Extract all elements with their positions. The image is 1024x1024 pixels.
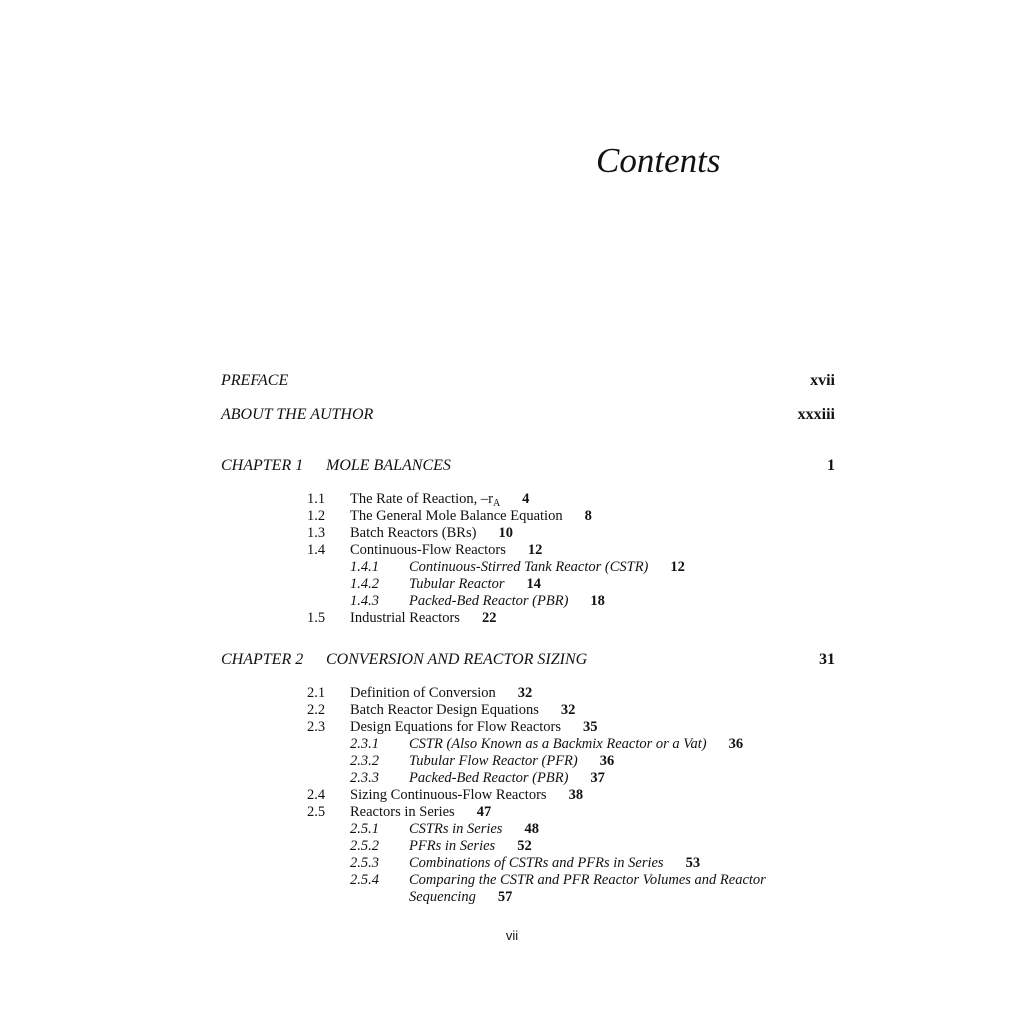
section-title-text: Batch Reactor Design Equations <box>350 702 539 718</box>
section-page: 57 <box>497 889 513 905</box>
section-title-continued <box>409 889 512 906</box>
section-page: 36 <box>728 736 744 752</box>
section-number: 2.3.1 <box>350 736 379 752</box>
section-title-text: Continuous-Stirred Tank Reactor (CSTR) <box>409 559 649 575</box>
toc-chapter-2[interactable] <box>221 649 835 671</box>
section-number: 1.3 <box>307 525 326 541</box>
section-title-text: CSTR (Also Known as a Backmix Reactor or a Vat) <box>409 736 707 752</box>
section-page: 18 <box>590 593 605 609</box>
section-page: 12 <box>670 559 685 575</box>
section-title <box>350 610 496 627</box>
section-page: 36 <box>599 753 615 769</box>
section-title <box>409 576 541 593</box>
section-number: 2.5.2 <box>350 838 379 854</box>
chapter-page: 31 <box>819 651 835 668</box>
section-title-text: Combinations of CSTRs and PFRs in Series <box>409 855 664 871</box>
section-number: 2.5.3 <box>350 855 379 871</box>
section-title-text: Sizing Continuous-Flow Reactors <box>350 787 547 803</box>
section-page: 14 <box>526 576 541 592</box>
section-title <box>350 685 532 702</box>
section-title-text: Packed-Bed Reactor (PBR) <box>409 593 569 609</box>
section-title-text: PFRs in Series <box>409 838 496 854</box>
section-title <box>350 804 491 821</box>
section-title-text: Definition of Conversion <box>350 685 496 701</box>
chapter-number: CHAPTER 2 <box>221 651 304 668</box>
section-number: 2.1 <box>307 685 326 701</box>
section-title <box>350 508 592 525</box>
section-page: 52 <box>517 838 532 854</box>
section-title-text: Batch Reactors (BRs) <box>350 525 477 541</box>
toc-entry-preface[interactable] <box>221 370 835 392</box>
section-title-text: Industrial Reactors <box>350 610 460 626</box>
section-title-text: Packed-Bed Reactor (PBR) <box>409 770 569 786</box>
section-title-text: Continuous-Flow Reactors <box>350 542 506 558</box>
toc-entry-label: PREFACE <box>221 372 289 389</box>
section-page: 32 <box>517 685 533 701</box>
section-title <box>409 855 700 872</box>
chapter-page: 1 <box>827 457 835 474</box>
section-title-text: The Rate of Reaction, –r <box>350 491 493 507</box>
section-page: 35 <box>583 719 598 735</box>
section-page: 53 <box>685 855 701 871</box>
section-number: 2.3 <box>307 719 326 735</box>
section-title <box>409 593 605 610</box>
section-page: 32 <box>560 702 576 718</box>
section-number: 2.4 <box>307 787 326 803</box>
section-title-text: CSTRs in Series <box>409 821 503 837</box>
section-number: 2.5 <box>307 804 326 820</box>
toc-entry-page: xxxiii <box>797 406 835 423</box>
section-number: 2.3.2 <box>350 753 379 769</box>
section-page: 37 <box>590 770 605 786</box>
chapter-number: CHAPTER 1 <box>221 457 304 474</box>
section-number: 1.4.1 <box>350 559 379 575</box>
toc-chapter-1[interactable] <box>221 455 835 477</box>
section-title <box>409 559 685 576</box>
section-number: 1.2 <box>307 508 326 524</box>
section-title <box>409 753 614 770</box>
section-page: 12 <box>527 542 543 558</box>
section-title <box>409 770 605 787</box>
chapter-title: MOLE BALANCES <box>326 457 451 474</box>
section-title <box>350 542 542 559</box>
section-title-subscript: A <box>492 498 501 509</box>
section-page: 10 <box>498 525 513 541</box>
toc-entry-page: xvii <box>810 372 835 389</box>
toc-entry-about-the-author[interactable] <box>221 404 835 426</box>
section-page: 38 <box>568 787 584 803</box>
section-page: 8 <box>584 508 592 524</box>
section-title <box>350 702 575 719</box>
section-page: 47 <box>476 804 492 820</box>
section-title <box>409 838 532 855</box>
section-page: 48 <box>524 821 539 837</box>
section-title <box>409 736 743 753</box>
section-title-text: The General Mole Balance Equation <box>350 508 563 524</box>
section-title-text: Reactors in Series <box>350 804 455 820</box>
section-title <box>350 719 598 736</box>
section-title-text: Sequencing <box>409 889 476 905</box>
section-title: Comparing the CSTR and PFR Reactor Volumes and Reactor <box>409 872 766 888</box>
section-page: 4 <box>522 491 530 507</box>
section-title-text: Design Equations for Flow Reactors <box>350 719 562 735</box>
page-title: Contents <box>596 141 721 180</box>
section-number: 2.5.4 <box>350 872 379 888</box>
section-title <box>350 787 583 804</box>
section-number: 1.5 <box>307 610 326 626</box>
section-number: 2.5.1 <box>350 821 379 837</box>
section-title <box>350 525 513 542</box>
section-number: 2.2 <box>307 702 326 718</box>
section-number: 2.3.3 <box>350 770 379 786</box>
toc-entry-label: ABOUT THE AUTHOR <box>221 406 374 423</box>
chapter-title: CONVERSION AND REACTOR SIZING <box>326 651 588 668</box>
page-number: vii <box>505 928 519 943</box>
section-number: 1.1 <box>307 491 326 507</box>
section-title-text: Tubular Flow Reactor (PFR) <box>409 753 578 769</box>
section-number: 1.4.2 <box>350 576 379 592</box>
section-page: 22 <box>481 610 497 626</box>
section-number: 1.4 <box>307 542 326 558</box>
section-number: 1.4.3 <box>350 593 379 609</box>
section-title <box>409 821 539 838</box>
section-title-text: Tubular Reactor <box>409 576 505 592</box>
